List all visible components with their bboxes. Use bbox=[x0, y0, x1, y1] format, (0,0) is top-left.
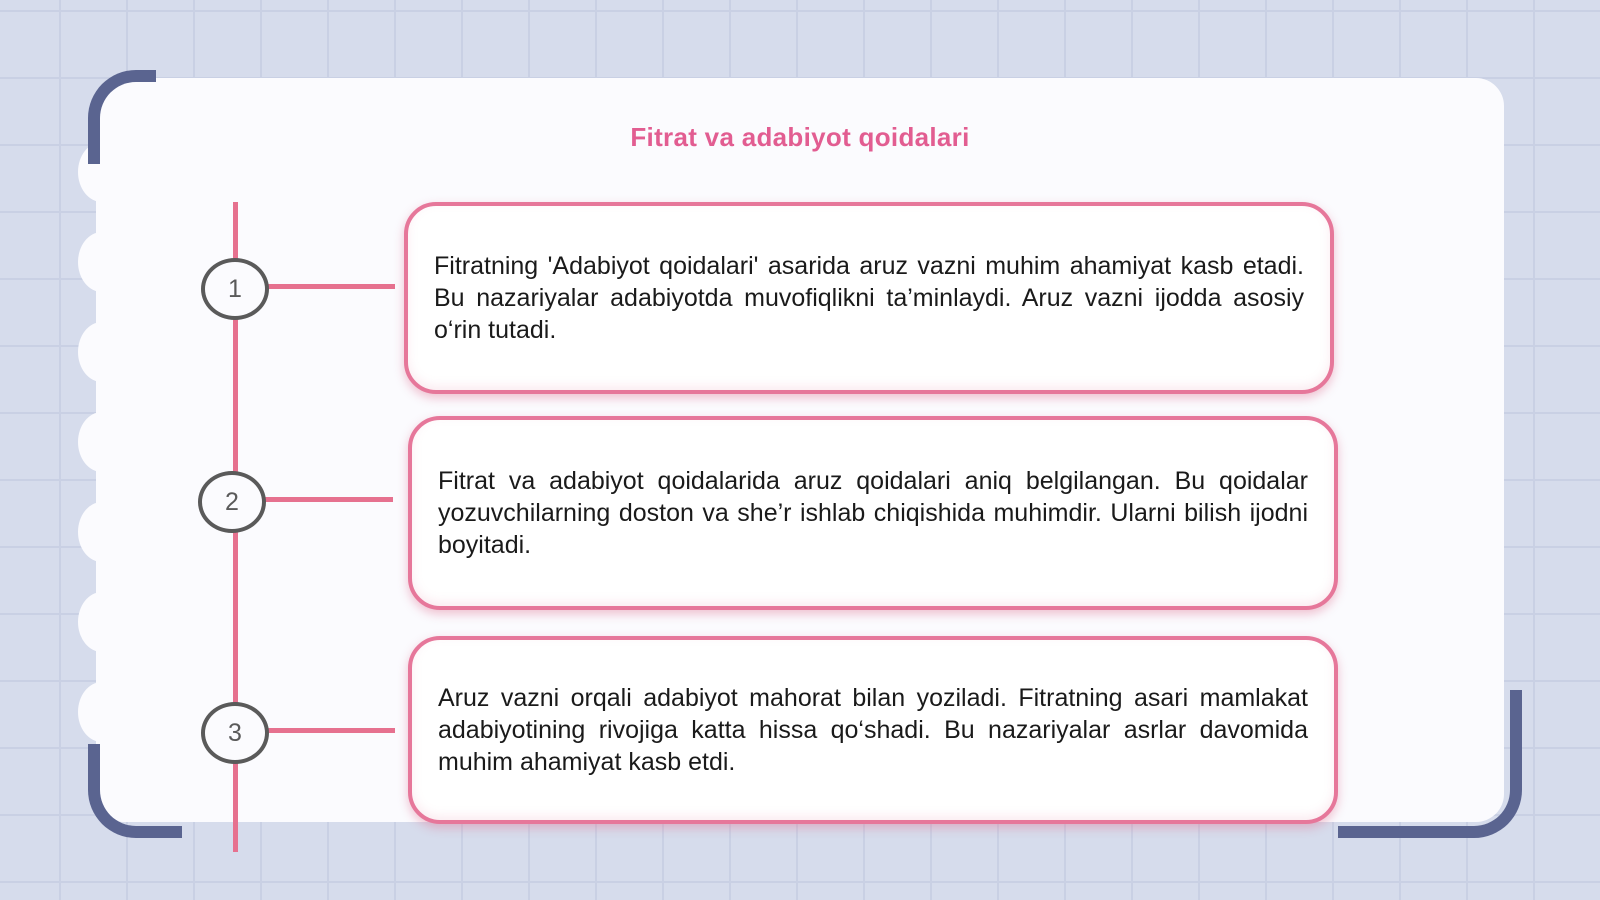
content-box bbox=[408, 636, 1338, 824]
step-number: 1 bbox=[228, 274, 242, 303]
step-number-badge bbox=[201, 702, 269, 764]
corner-bracket-bottom-left bbox=[88, 744, 182, 838]
content-text: Aruz vazni orqali adabiyot mahorat bilan yoziladi. Fitratning asari mamlakat adabiyotining rivojiga katta hissa qo‘shadi. Bu nazariyalar asrlar davomida muhim ahamiyat kasb etdi. bbox=[438, 684, 1308, 776]
content-text: Fitrat va adabiyot qoidalarida aruz qoidalari aniq belgilangan. Bu qoidalar yozuvchilarning doston va she’r ishlab chiqishida muhimdir. Ularni bilish ijodni boyitadi. bbox=[438, 467, 1308, 559]
card-scallop bbox=[78, 412, 126, 472]
step-number: 2 bbox=[225, 487, 239, 516]
card-scallop bbox=[78, 322, 126, 382]
card-scallop bbox=[78, 232, 126, 292]
timeline-connector bbox=[263, 497, 393, 502]
corner-bracket-bottom-right bbox=[1338, 690, 1522, 838]
slide-title: Fitrat va adabiyot qoidalari bbox=[630, 122, 970, 152]
step-number-badge bbox=[201, 258, 269, 320]
card-scallop bbox=[78, 502, 126, 562]
card-scallop bbox=[78, 682, 126, 742]
content-text: Fitratning 'Adabiyot qoidalari' asarida aruz vazni muhim ahamiyat kasb etadi. Bu nazariyalar adabiyotda muvofiqlikni ta’minlaydi. Aruz vazni ijodda asosiy o‘rin tutadi. bbox=[434, 252, 1304, 344]
content-box bbox=[408, 416, 1338, 610]
corner-bracket-top-left bbox=[88, 70, 156, 164]
content-box bbox=[404, 202, 1334, 394]
step-number: 3 bbox=[228, 718, 242, 747]
step-number-badge bbox=[198, 471, 266, 533]
card-scallop bbox=[78, 592, 126, 652]
timeline-connector bbox=[265, 284, 395, 289]
timeline-connector bbox=[265, 728, 395, 733]
